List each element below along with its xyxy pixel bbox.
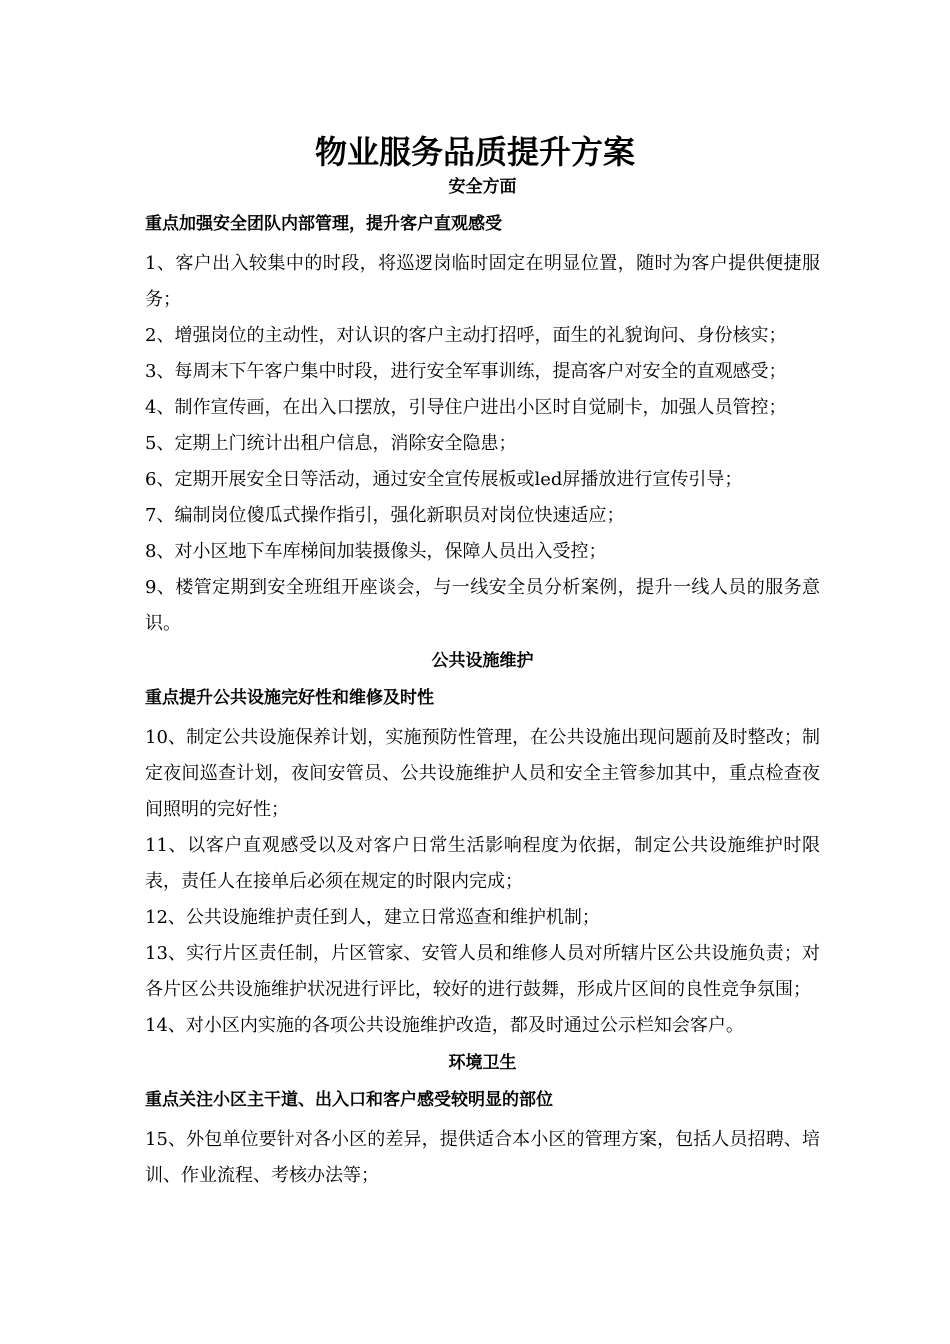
section-public-facilities: [145, 646, 820, 1044]
section-heading: 公共设施维护: [431, 651, 534, 671]
list-item: 3、每周末下午客户集中时段，进行安全军事训练，提高客户对安全的直观感受；: [145, 361, 787, 382]
section-focus: 重点提升公共设施完好性和维修及时性: [145, 688, 434, 708]
list-item: 12、公共设施维护责任到人，建立日常巡查和维护机制；: [145, 907, 600, 928]
section-security: [145, 172, 820, 642]
list-item: 15、外包单位要针对各小区的差异，提供适合本小区的管理方案，包括人员招聘、培训、作业流程、考核办法等；: [145, 1129, 820, 1186]
list-item: 7、编制岗位傻瓜式操作指引，强化新职员对岗位快速适应；: [145, 505, 625, 526]
list-item: 13、实行片区责任制，片区管家、安管人员和维修人员对所辖片区公共设施负责；对各片区公共设施维护状况进行评比，较好的进行鼓舞，形成片区间的良性竞争氛围；: [145, 943, 820, 1000]
section-heading: 安全方面: [448, 177, 517, 197]
section-focus: 重点关注小区主干道、出入口和客户感受较明显的部位: [145, 1090, 553, 1110]
list-item: 14、对小区内实施的各项公共设施维护改造，都及时通过公示栏知会客户。: [145, 1015, 744, 1036]
document-title: 物业服务品质提升方案: [314, 133, 635, 171]
list-item: 10、制定公共设施保养计划，实施预防性管理，在公共设施出现问题前及时整改；制定夜间巡查计划，夜间安管员、公共设施维护人员和安全主管参加其中，重点检查夜间照明的完好性；: [145, 727, 820, 820]
list-item: 11、以客户直观感受以及对客户日常生活影响程度为依据，制定公共设施维护时限表，责任人在接单后必须在规定的时限内完成；: [145, 835, 820, 892]
list-item: 6、定期开展安全日等活动，通过安全宣传展板或led屏播放进行宣传引导；: [145, 469, 743, 490]
section-environment: [145, 1048, 820, 1194]
section-focus: 重点加强安全团队内部管理，提升客户直观感受: [145, 214, 502, 234]
list-item: 2、增强岗位的主动性，对认识的客户主动打招呼，面生的礼貌询问、身份核实；: [145, 325, 787, 346]
list-item: 1、客户出入较集中的时段，将巡逻岗临时固定在明显位置，随时为客户提供便捷服务；: [145, 253, 820, 310]
list-item: 9、楼管定期到安全班组开座谈会，与一线安全员分析案例，提升一线人员的服务意识。: [145, 577, 820, 634]
list-item: 5、定期上门统计出租户信息，消除安全隐患；: [145, 433, 517, 454]
list-item: 4、制作宣传画，在出入口摆放，引导住户进出小区时自觉刷卡，加强人员管控；: [145, 397, 787, 418]
list-item: 8、对小区地下车库梯间加装摄像头，保障人员出入受控；: [145, 541, 607, 562]
document-body: [145, 172, 820, 1194]
section-heading: 环境卫生: [448, 1053, 517, 1073]
